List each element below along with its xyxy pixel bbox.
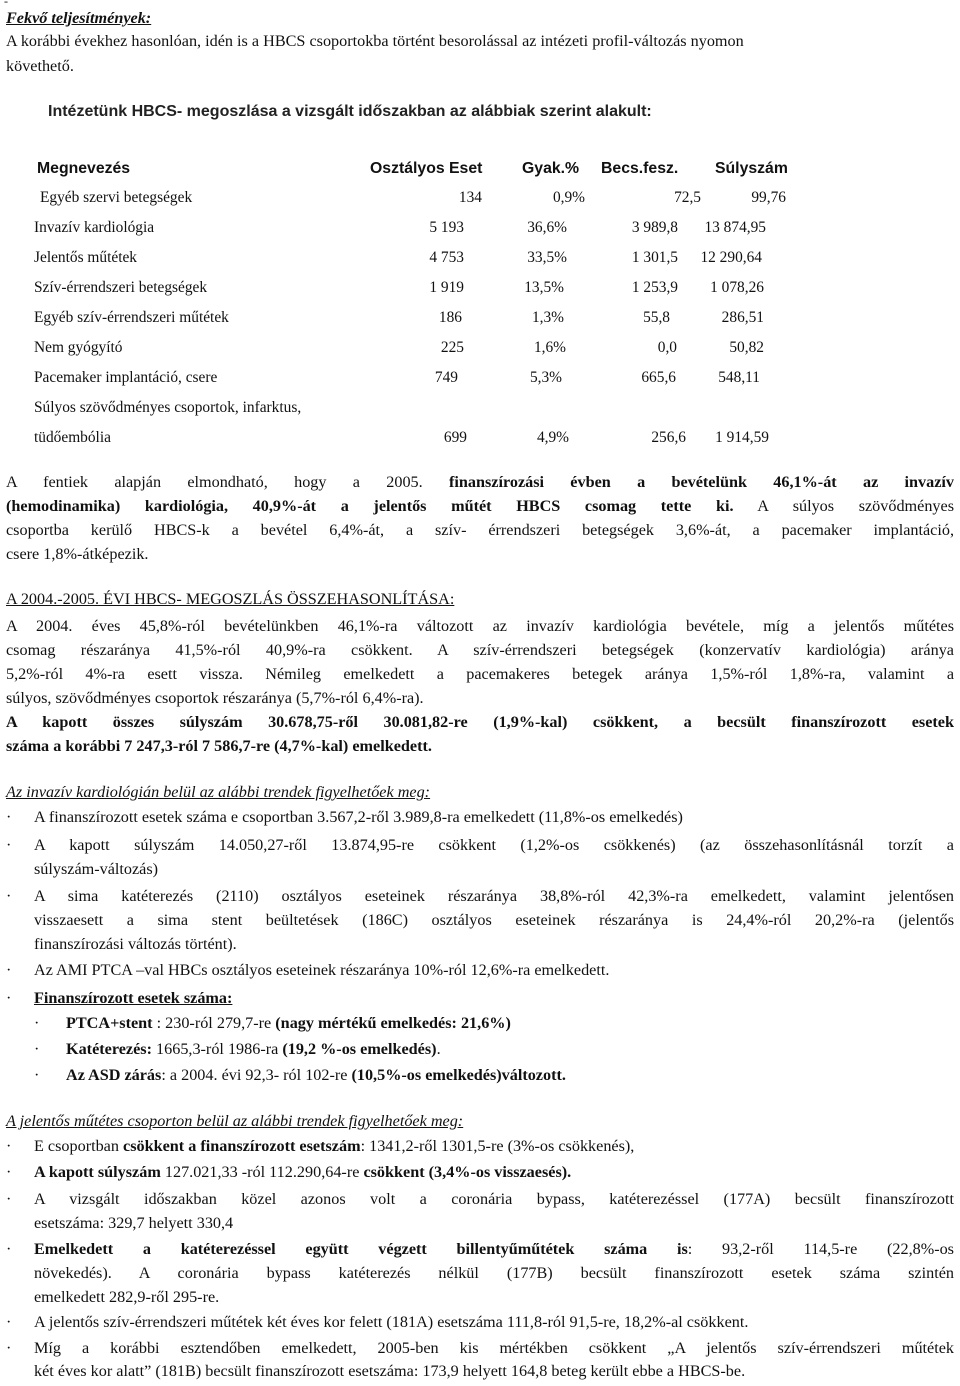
text-run: : 93,2-ről 114,5-re (22,8%-os xyxy=(687,1240,954,1258)
section-heading-compare: A 2004.-2005. ÉVI HBCS- MEGOSZLÁS ÖSSZEHASONLÍTÁSA: xyxy=(6,590,455,608)
table-row xyxy=(0,369,960,393)
page-mark: - xyxy=(4,0,8,8)
cell-becs: 0,0 xyxy=(657,339,677,356)
paragraph-line: A kapott összes súlyszám 30.678,75-ről 30.081,82-re (1,9%-kal) csökkent, a becsült finanszírozott esetek xyxy=(6,713,954,731)
paragraph-line: csere 1,8%-átképezik. xyxy=(6,545,149,563)
bullet-text: Az AMI PTCA –val HBCs osztályos eseteinek részaránya 10%-ról 12,6%-ra emelkedett. xyxy=(34,961,610,979)
text-run: . xyxy=(436,1040,441,1058)
cell-gyak: 4,9% xyxy=(536,429,569,446)
table-caption: Intézetünk HBCS- megoszlása a vizsgált időszakban az alábbiak szerint alakult: xyxy=(48,103,652,120)
cell-name: tüdőembólia xyxy=(34,429,111,446)
paragraph-line: súlyos, szövődményes csoportok részaránya (5,7%-ról 6,4%-ra). xyxy=(6,689,424,707)
sub-bullet: · xyxy=(34,1066,40,1084)
text-run-bold: (19,2 %-os emelkedés) xyxy=(282,1040,437,1058)
paragraph-line: száma a korábbi 7 247,3-ról 7 586,7-re (4,7%-kal) emelkedett. xyxy=(6,737,432,755)
bullet: · xyxy=(6,961,12,979)
table-row-prefix xyxy=(0,399,960,423)
bullet-text: A vizsgált időszakban közel azonos volt a coronária bypass, katéterezéssel (177A) becsült finanszírozott xyxy=(34,1190,954,1208)
bullet-text: Míg a korábbi esztendőben emelkedett, 2005-ben kis mértékben csökkent „A jelentős szív-érrendszeri műtétek xyxy=(34,1339,954,1357)
cell-eset: 699 xyxy=(443,429,467,446)
table-row xyxy=(0,309,960,333)
bullet: · xyxy=(6,1137,12,1155)
table-header xyxy=(0,160,960,184)
cell-gyak: 1,3% xyxy=(531,309,564,326)
paragraph-line: A 2004. éves 45,8%-ról bevételünkben 46,1%-ra változott az invazív kardiológia bevétele, míg a jelentős műtétes xyxy=(6,617,954,635)
text-run-bold: csökkent (3,4%-os visszaesés). xyxy=(363,1163,572,1181)
cell-name-prefix: Súlyos szövődményes csoportok, infarktus, xyxy=(34,399,302,416)
cell-gyak: 1,6% xyxy=(533,339,566,356)
bullet: · xyxy=(6,808,12,826)
text-run: A fentiek alapján elmondható, hogy a 2005. xyxy=(6,473,423,491)
bullet-text: emelkedett 282,9-ről 295-re. xyxy=(34,1288,220,1306)
bullet-text xyxy=(34,1240,954,1259)
table-row xyxy=(0,219,960,243)
bullet: · xyxy=(6,1163,12,1181)
bullet-text: A kapott súlyszám 14.050,27-ről 13.874,95-re csökkent (1,2%-os csökkenés) (az összehasonlításnál torzít a xyxy=(34,836,954,854)
bullet-text: Finanszírozott esetek száma: xyxy=(34,989,233,1007)
intro-line: A korábbi évekhez hasonlóan, idén is a HBCS csoportokba történt besorolással az intézeti profil-változás nyomon xyxy=(6,32,744,50)
header-megnevezes: Megnevezés xyxy=(37,160,131,177)
cell-eset: 1 919 xyxy=(429,279,464,296)
sub-bullet: · xyxy=(34,1014,40,1032)
bullet-text: súlyszám-változás) xyxy=(34,860,159,878)
bullet-text xyxy=(34,1137,954,1156)
table-row xyxy=(0,279,960,303)
sub-bullet-text xyxy=(66,1066,566,1085)
cell-becs: 256,6 xyxy=(651,429,686,446)
paragraph-line: 5,2%-ról 4%-ra esett vissza. Némileg emelkedett a pacemakeres betegek aránya 1,5%-ról 1,8%-ra, valamint a xyxy=(6,665,954,683)
bullet-text: növekedés). A coronária bypass katéterezés nélkül (177B) becsült finanszírozott esetek száma szintén xyxy=(34,1264,954,1282)
text-run-bold: Emelkedett a katéterezéssel együtt végzett billentyűműtétek száma is xyxy=(34,1240,688,1258)
cell-becs: 665,6 xyxy=(641,369,676,386)
bullet: · xyxy=(6,1339,12,1357)
bullet-text: visszaesett a sima stent beültetések (186C) osztályos eseteinek részaránya is 24,4%-ról 20,2%-ra (jelentős xyxy=(34,911,954,929)
header-osztalyos-eset: Osztályos Eset xyxy=(370,160,483,177)
section-heading-invaziv: Az invazív kardiológián belül az alábbi trendek figyelhetőek meg: xyxy=(6,783,431,801)
header-sulyszam: Súlyszám xyxy=(715,160,788,177)
cell-name: Invazív kardiológia xyxy=(34,219,155,236)
bullet-text xyxy=(34,1163,954,1182)
table-row xyxy=(0,249,960,273)
bullet: · xyxy=(6,1190,12,1208)
cell-becs: 72,5 xyxy=(674,189,701,206)
text-run: 127.021,33 -ról 112.290,64-re xyxy=(160,1163,364,1181)
sub-bullet-text xyxy=(66,1014,511,1033)
text-run: : 230-ról 279,7-re xyxy=(152,1014,276,1032)
text-run: A súlyos szövődményes xyxy=(757,497,955,515)
cell-name: Szív-érrendszeri betegségek xyxy=(34,279,208,296)
paragraph-line xyxy=(6,473,954,492)
cell-becs: 3 989,8 xyxy=(631,219,678,236)
bullet-text: két éves kor alatt” (181B) becsült finanszírozott esetszáma: 173,9 helyett 164,8 beteg került ebbe a HBCS-be. xyxy=(34,1362,746,1380)
cell-becs: 1 301,5 xyxy=(631,249,678,266)
table-row xyxy=(0,189,960,213)
paragraph-line xyxy=(6,497,954,516)
bullet: · xyxy=(6,1313,12,1331)
paragraph-line: csomag részaránya 41,5%-ról 40,9%-ra csökkent. A szív-érrendszeri betegségek (konzervatív kardiológia) aránya xyxy=(6,641,954,659)
cell-gyak: 13,5% xyxy=(524,279,564,296)
cell-eset: 749 xyxy=(434,369,458,386)
text-run-bold: finanszírozási évben a bevételünk 46,1%-át az invazív xyxy=(448,473,955,491)
cell-name: Egyéb szív-érrendszeri műtétek xyxy=(34,309,229,326)
header-becs-fesz: Becs.fesz. xyxy=(601,160,679,177)
text-run-bold: Az ASD zárás xyxy=(66,1066,162,1084)
cell-eset: 4 753 xyxy=(429,249,464,266)
cell-suly: 12 290,64 xyxy=(700,249,762,266)
bullet-text: finanszírozási változás történt). xyxy=(34,935,237,953)
cell-suly: 1 914,59 xyxy=(715,429,769,446)
text-run-bold: PTCA+stent xyxy=(66,1014,153,1032)
sub-bullet-text xyxy=(66,1040,441,1059)
text-run-bold: Katéterezés: xyxy=(66,1040,152,1058)
cell-eset: 134 xyxy=(458,189,482,206)
cell-gyak: 33,5% xyxy=(527,249,567,266)
text-run: : 1341,2-ről 1301,5-re (3%-os csökkenés), xyxy=(360,1137,635,1155)
cell-name: Egyéb szervi betegségek xyxy=(40,189,193,206)
cell-eset: 225 xyxy=(440,339,464,356)
cell-name: Nem gyógyító xyxy=(34,339,123,356)
cell-becs: 1 253,9 xyxy=(631,279,678,296)
text-run: 1665,3-ról 1986-ra xyxy=(151,1040,283,1058)
bullet-text: esetszáma: 329,7 helyett 330,4 xyxy=(34,1214,234,1232)
cell-suly: 1 078,26 xyxy=(710,279,764,296)
bullet: · xyxy=(6,836,12,854)
header-gyak: Gyak.% xyxy=(522,160,580,177)
cell-gyak: 36,6% xyxy=(527,219,567,236)
sub-bullet: · xyxy=(34,1040,40,1058)
cell-eset: 186 xyxy=(438,309,462,326)
cell-name: Pacemaker implantáció, csere xyxy=(34,369,218,386)
cell-suly: 50,82 xyxy=(729,339,764,356)
text-run-bold: (nagy mértékű emelkedés: 21,6%) xyxy=(275,1014,511,1032)
text-run-bold: A kapott súlyszám xyxy=(34,1163,161,1181)
bullet-text: A sima katéterezés (2110) osztályos eseteinek részaránya 38,8%-ról 42,3%-ra emelkedett, valamint jelentősen xyxy=(34,887,954,905)
cell-name: Jelentős műtétek xyxy=(34,249,138,266)
cell-suly: 13 874,95 xyxy=(704,219,766,236)
bullet: · xyxy=(6,989,12,1007)
bullet: · xyxy=(6,887,12,905)
cell-gyak: 0,9% xyxy=(552,189,585,206)
table-row xyxy=(0,429,960,453)
section-heading-fekvo: Fekvő teljesítmények: xyxy=(6,9,152,27)
text-run-bold: (10,5%-os emelkedés)változott. xyxy=(351,1066,566,1084)
paragraph-line: csoportba kerülő HBCS-k a bevétel 6,4%-át, a szív- érrendszeri betegségek 3,6%-át, a pacemaker implantáció, xyxy=(6,521,954,539)
text-run-bold: (hemodinamika) kardiológia, 40,9%-át a jelentős műtét HBCS csomag tette ki. xyxy=(6,497,734,515)
table-row xyxy=(0,339,960,363)
text-run: E csoportban xyxy=(34,1137,124,1155)
section-heading-jelentos: A jelentős műtétes csoporton belül az alábbi trendek figyelhetőek meg: xyxy=(6,1112,464,1130)
cell-suly: 99,76 xyxy=(751,189,786,206)
cell-gyak: 5,3% xyxy=(529,369,562,386)
cell-suly: 548,11 xyxy=(718,369,760,386)
cell-becs: 55,8 xyxy=(643,309,670,326)
cell-eset: 5 193 xyxy=(429,219,464,236)
text-run: : a 2004. évi 92,3- ról 102-re xyxy=(161,1066,352,1084)
bullet-text: A finanszírozott esetek száma e csoportban 3.567,2-ről 3.989,8-ra emelkedett (11,8%-os emelkedés) xyxy=(34,808,683,826)
cell-suly: 286,51 xyxy=(721,309,764,326)
bullet-text: A jelentős szív-érrendszeri műtétek két éves kor felett (181A) esetszáma 111,8-ról 91,5-re, 18,2%-al csökkent. xyxy=(34,1313,749,1331)
intro-line: követhető. xyxy=(6,57,74,75)
text-run-bold: csökkent a finanszírozott esetszám xyxy=(123,1137,361,1155)
bullet: · xyxy=(6,1240,12,1258)
